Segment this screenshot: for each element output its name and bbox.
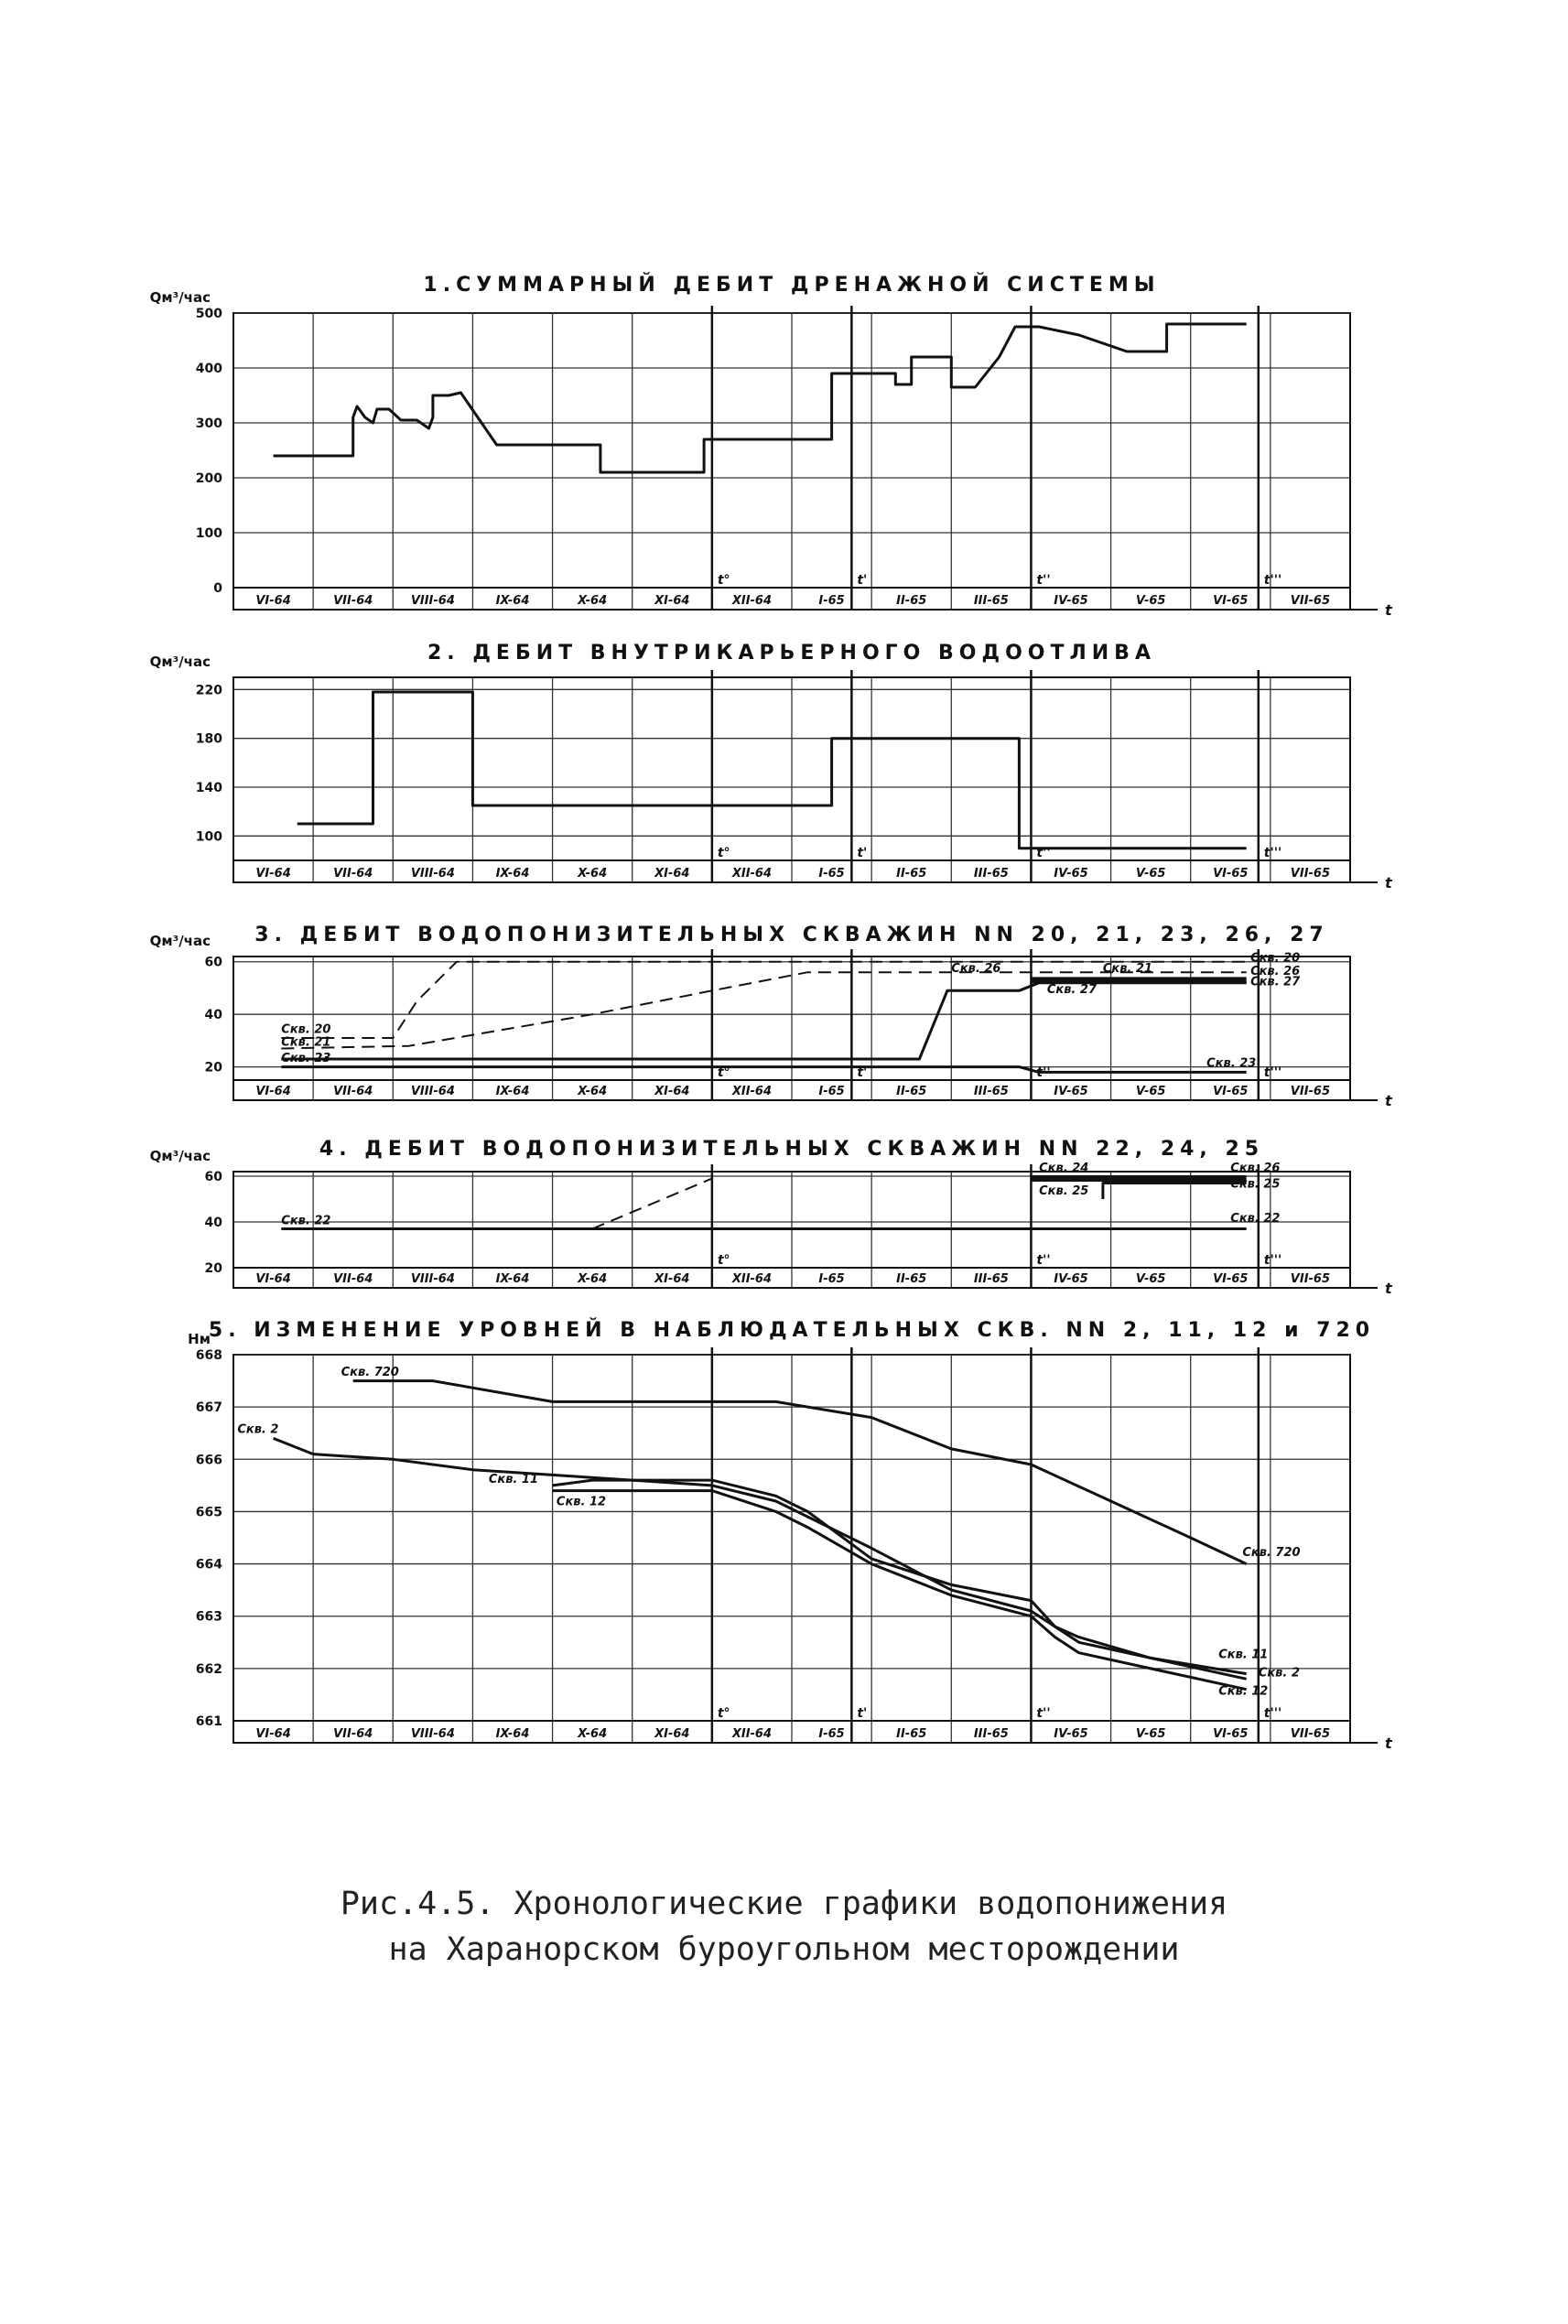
- month-label: VII-64: [333, 1272, 373, 1286]
- event-marker-label: t''': [1263, 573, 1282, 588]
- month-label: IV-65: [1054, 594, 1088, 608]
- month-label: VI-65: [1213, 867, 1249, 881]
- month-label: X-64: [578, 1727, 608, 1741]
- month-label: II-65: [896, 594, 927, 608]
- month-label: I-65: [818, 594, 845, 608]
- event-marker-label: t''': [1263, 1253, 1282, 1268]
- series-line: [281, 1067, 1246, 1073]
- month-label: IV-65: [1054, 1272, 1088, 1286]
- month-label: V-65: [1135, 867, 1166, 881]
- y-tick-label: 665: [195, 1505, 222, 1520]
- event-marker-label: t°: [717, 846, 730, 860]
- y-tick-label: 300: [195, 416, 222, 431]
- y-tick-label: 200: [195, 471, 222, 486]
- y-tick-label: 100: [195, 526, 222, 541]
- x-axis-label: t: [1385, 601, 1392, 619]
- series-label: Скв. 22: [281, 1214, 331, 1228]
- event-marker-label: t'': [1036, 573, 1051, 588]
- month-label: V-65: [1135, 1727, 1166, 1741]
- month-label: XI-64: [654, 867, 690, 881]
- chart-3: [150, 924, 1393, 1109]
- series-label: Скв. 27: [1250, 975, 1301, 989]
- y-axis-label: Нм: [188, 1331, 211, 1347]
- series-label: Скв. 11: [488, 1473, 539, 1486]
- series-label: Скв. 26: [1230, 1162, 1281, 1175]
- month-label: III-65: [973, 1727, 1009, 1741]
- series-line: [553, 1491, 1247, 1690]
- y-tick-label: 20: [204, 1060, 222, 1076]
- month-label: VI-65: [1213, 594, 1249, 608]
- month-label: XII-64: [731, 1272, 773, 1286]
- month-label: VII-65: [1290, 867, 1331, 881]
- chart-title: 5. ИЗМЕНЕНИЕ УРОВНЕЙ В НАБЛЮДАТЕЛЬНЫХ СКВ. NN 2, 11, 12 и 720: [208, 1319, 1376, 1342]
- series-label: Скв. 25: [1230, 1177, 1281, 1192]
- month-label: XI-64: [654, 1727, 690, 1741]
- series-line: [1103, 1184, 1247, 1200]
- event-marker-label: t': [857, 1065, 868, 1080]
- x-axis-label: t: [1385, 1280, 1392, 1297]
- series-label: Скв. 21: [1102, 962, 1153, 977]
- y-tick-label: 400: [195, 362, 222, 376]
- month-label: IX-64: [495, 867, 530, 881]
- chart-2: [150, 642, 1393, 892]
- series-label: Скв. 12: [1218, 1684, 1269, 1699]
- y-axis-label: Qм³/час: [149, 654, 211, 670]
- month-label: IV-65: [1054, 1727, 1088, 1741]
- event-marker-label: t'': [1036, 1706, 1051, 1721]
- x-axis-label: t: [1385, 1735, 1392, 1752]
- month-label: XII-64: [731, 1727, 773, 1741]
- series-label: Скв. 23: [1206, 1056, 1257, 1071]
- month-label: VII-65: [1290, 1727, 1331, 1741]
- event-marker-label: t': [857, 846, 868, 860]
- series-label: Скв. 11: [1218, 1648, 1269, 1662]
- y-tick-label: 180: [195, 731, 222, 747]
- y-tick-label: 140: [195, 781, 222, 795]
- month-label: VI-64: [255, 1085, 291, 1098]
- y-tick-label: 667: [195, 1400, 222, 1416]
- series-line: [353, 1381, 1247, 1564]
- chart-title: 1.СУММАРНЫЙ ДЕБИТ ДРЕНАЖНОЙ СИСТЕМЫ: [423, 274, 1161, 297]
- month-label: VI-65: [1213, 1727, 1249, 1741]
- y-tick-label: 40: [204, 1008, 222, 1023]
- month-label: IV-65: [1054, 1085, 1088, 1098]
- series-label: Скв. 720: [341, 1365, 399, 1379]
- month-label: VI-65: [1213, 1085, 1249, 1098]
- event-marker-label: t'': [1036, 1065, 1051, 1080]
- event-marker-label: t'': [1036, 846, 1051, 860]
- month-label: VII-64: [333, 1727, 373, 1741]
- month-label: I-65: [818, 1085, 845, 1098]
- month-label: XII-64: [731, 867, 773, 881]
- series-line: [592, 1179, 712, 1229]
- y-tick-label: 662: [195, 1661, 222, 1677]
- month-label: III-65: [973, 867, 1009, 881]
- series-label: Скв. 20: [281, 1022, 331, 1037]
- month-label: IV-65: [1054, 867, 1088, 881]
- series-line: [281, 983, 1246, 1059]
- event-marker-label: t°: [717, 1065, 730, 1080]
- series-line: [553, 1480, 1247, 1679]
- month-label: VII-64: [333, 1085, 373, 1098]
- y-tick-label: 666: [195, 1453, 222, 1468]
- y-tick-label: 663: [195, 1609, 222, 1625]
- month-label: IX-64: [495, 1727, 530, 1741]
- y-axis-label: Qм³/час: [149, 289, 211, 306]
- month-label: XI-64: [654, 1272, 690, 1286]
- month-label: VIII-64: [410, 594, 455, 608]
- y-tick-label: 60: [204, 1170, 222, 1184]
- y-tick-label: 668: [195, 1348, 222, 1363]
- event-marker-label: t°: [717, 1253, 730, 1268]
- month-label: VIII-64: [410, 1272, 455, 1286]
- series-label: Скв. 2: [1258, 1666, 1300, 1681]
- month-label: I-65: [818, 1727, 845, 1741]
- month-label: VI-64: [255, 1272, 291, 1286]
- month-label: VII-65: [1290, 1272, 1331, 1286]
- series-line: [297, 692, 1247, 849]
- x-axis-label: t: [1385, 874, 1392, 892]
- month-label: X-64: [578, 594, 608, 608]
- chart-title: 2. ДЕБИТ ВНУТРИКАРЬЕРНОГО ВОДООТЛИВА: [427, 642, 1156, 665]
- month-label: III-65: [973, 1085, 1009, 1098]
- month-label: X-64: [578, 867, 608, 881]
- month-label: X-64: [578, 1085, 608, 1098]
- month-label: XI-64: [654, 1085, 690, 1098]
- y-tick-label: 40: [204, 1216, 222, 1230]
- event-marker-label: t°: [717, 573, 730, 588]
- event-marker-label: t''': [1263, 1065, 1282, 1080]
- event-marker-label: t'': [1036, 1253, 1051, 1268]
- series-label: Скв. 24: [1039, 1162, 1089, 1175]
- y-axis-label: Qм³/час: [149, 933, 211, 949]
- figure-caption-line-1: Рис.4.5. Хронологические графики водопонижения: [340, 1886, 1228, 1922]
- y-tick-label: 664: [195, 1557, 222, 1573]
- event-marker-label: t': [857, 573, 868, 588]
- month-label: VII-65: [1290, 594, 1331, 608]
- chart-4: [150, 1138, 1393, 1297]
- y-tick-label: 60: [204, 955, 222, 970]
- figure-caption-line-2: на Харанорском буроугольном месторождении: [388, 1931, 1180, 1968]
- month-label: III-65: [973, 594, 1009, 608]
- y-tick-label: 220: [195, 683, 222, 698]
- month-label: II-65: [896, 1727, 927, 1741]
- month-label: VII-64: [333, 867, 373, 881]
- month-label: VII-65: [1290, 1085, 1331, 1098]
- month-label: VIII-64: [410, 1085, 455, 1098]
- month-label: VIII-64: [410, 867, 455, 881]
- month-label: V-65: [1135, 594, 1166, 608]
- month-label: XII-64: [731, 594, 773, 608]
- chart-1: [150, 273, 1393, 619]
- series-line: [274, 324, 1247, 472]
- month-label: VI-64: [255, 1727, 291, 1741]
- series-label: Скв. 25: [1039, 1184, 1089, 1198]
- y-tick-label: 500: [195, 307, 222, 321]
- event-marker-label: t°: [717, 1706, 730, 1721]
- month-label: I-65: [818, 867, 845, 881]
- month-label: II-65: [896, 1085, 927, 1098]
- month-label: I-65: [818, 1272, 845, 1286]
- month-label: VII-64: [333, 594, 373, 608]
- month-label: VI-65: [1213, 1272, 1249, 1286]
- month-label: IX-64: [495, 1085, 530, 1098]
- month-label: XI-64: [654, 594, 690, 608]
- month-label: VI-64: [255, 867, 291, 881]
- series-line: [274, 1438, 1247, 1673]
- month-label: II-65: [896, 867, 927, 881]
- y-axis-label: Qм³/час: [149, 1148, 211, 1164]
- y-tick-label: 100: [195, 829, 222, 845]
- chart-title: 4. ДЕБИТ ВОДОПОНИЗИТЕЛЬНЫХ СКВАЖИН NN 22, 24, 25: [319, 1138, 1265, 1161]
- series-label: Скв. 26: [1250, 965, 1301, 979]
- series-label: Скв. 22: [1230, 1212, 1281, 1226]
- event-marker-label: t''': [1263, 1706, 1282, 1721]
- y-tick-label: 0: [213, 581, 222, 596]
- month-label: V-65: [1135, 1085, 1166, 1098]
- event-marker-label: t': [857, 1706, 868, 1721]
- y-tick-label: 20: [204, 1261, 222, 1276]
- series-label: Скв. 21: [281, 1035, 331, 1050]
- month-label: V-65: [1135, 1272, 1166, 1286]
- series-label: Скв. 720: [1242, 1546, 1301, 1560]
- month-label: IX-64: [495, 1272, 530, 1286]
- month-label: IX-64: [495, 594, 530, 608]
- series-label: Скв. 20: [1250, 951, 1301, 966]
- month-label: XII-64: [731, 1085, 773, 1098]
- series-label: Скв. 2: [237, 1422, 279, 1437]
- month-label: VI-64: [255, 594, 291, 608]
- month-label: II-65: [896, 1272, 927, 1286]
- month-label: III-65: [973, 1272, 1009, 1286]
- x-axis-label: t: [1385, 1092, 1392, 1109]
- series-label: Скв. 27: [1046, 983, 1098, 998]
- event-marker-label: t''': [1263, 846, 1282, 860]
- month-label: X-64: [578, 1272, 608, 1286]
- series-label: Скв. 23: [281, 1051, 331, 1065]
- chart-5: [188, 1318, 1393, 1752]
- month-label: VIII-64: [410, 1727, 455, 1741]
- chart-title: 3. ДЕБИТ ВОДОПОНИЗИТЕЛЬНЫХ СКВАЖИН NN 20, 21, 23, 26, 27: [254, 924, 1329, 946]
- series-label: Скв. 12: [556, 1495, 607, 1509]
- y-tick-label: 661: [195, 1714, 222, 1729]
- series-label: Скв. 26: [951, 962, 1001, 977]
